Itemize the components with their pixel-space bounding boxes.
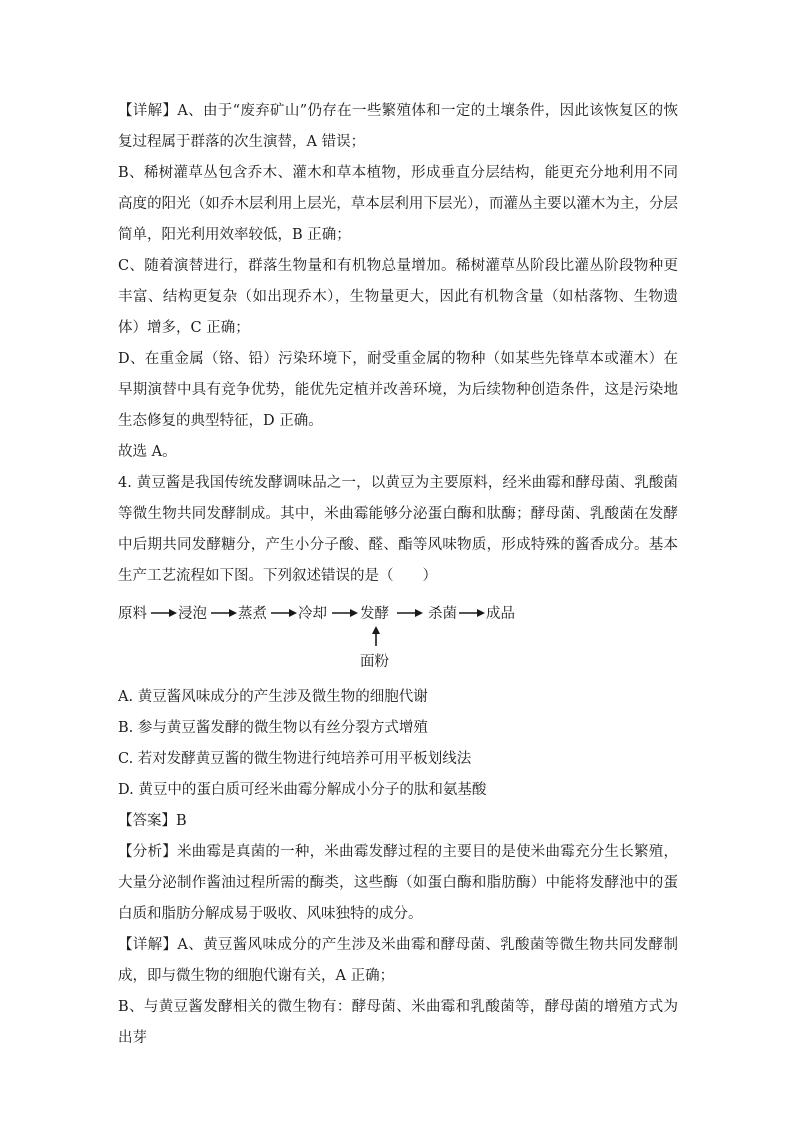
flow-step-sterilize: 杀菌 [428, 606, 457, 622]
question-stem: 4. 黄豆酱是我国传统发酵调味品之一，以黄豆为主要原料，经米曲霉和酵母菌、乳酸菌等微生物共同发酵制成。其中，米曲霉能够分泌蛋白酶和肽酶；酵母菌、乳酸菌在发酵中后期共同发酵糖分，产生小分子酸、醛、酯等风味物质，形成特殊的酱香成分。基本生产工艺流程如下图。下列叙述错误的是（ ） [118, 475, 678, 584]
document-page [118, 96, 678, 1054]
process-flow-diagram [118, 598, 678, 678]
flow-step-product: 成品 [486, 606, 515, 622]
analysis-paragraph: 【分析】米曲霉是真菌的一种，米曲霉发酵过程的主要目的是使米曲霉充分生长繁殖，大量分泌制作酱油过程所需的酶类，这些酶（如蛋白酶和脂肪酶）中能将发酵池中的蛋白质和脂肪分解成易于吸收、风味独特的成分。 [118, 844, 678, 922]
flow-arrow-up-icon [370, 626, 382, 646]
conclusion-line: 故选 A。 [118, 444, 177, 460]
flow-arrow-right-icon [396, 602, 424, 622]
flow-step-cool: 冷却 [298, 606, 327, 622]
flow-arrow-right-icon [331, 602, 359, 622]
detail-paragraph-d: D、在重金属（铬、铅）污染环境下，耐受重金属的物种（如某些先锋草本或灌木）在早期演替中具有竞争优势，能优先定植并改善环境，为后续物种创造条件，这是污染地生态修复的典型特征，D 正确。 [118, 351, 678, 429]
flow-input-flour: 面粉 [360, 654, 389, 670]
flow-arrow-right-icon [270, 602, 298, 622]
answer-line: 【答案】B [118, 813, 187, 829]
flow-step-soak: 浸泡 [178, 606, 207, 622]
option-b: B. 参与黄豆酱发酵的微生物以有丝分裂方式增殖 [118, 720, 428, 736]
option-a: A. 黄豆酱风味成分的产生涉及微生物的细胞代谢 [118, 689, 428, 705]
option-d: D. 黄豆中的蛋白质可经米曲霉分解成小分子的肽和氨基酸 [118, 782, 487, 798]
flow-step-ferment: 发酵 [360, 606, 389, 622]
detail-paragraph-2b: B、与黄豆酱发酵相关的微生物有：酵母菌、米曲霉和乳酸菌等，酵母菌的增殖方式为出芽 [118, 999, 678, 1046]
detail-paragraph-a: 【详解】A、由于“废弃矿山”仍存在一些繁殖体和一定的土壤条件，因此该恢复区的恢复过程属于群落的次生演替，A 错误； [118, 103, 678, 150]
detail-paragraph-2a: 【详解】A、黄豆酱风味成分的产生涉及米曲霉和酵母菌、乳酸菌等微生物共同发酵制成，即与微生物的细胞代谢有关，A 正确； [118, 937, 678, 984]
option-c: C. 若对发酵黄豆酱的微生物进行纯培养可用平板划线法 [118, 751, 472, 767]
flow-arrow-right-icon [458, 602, 486, 622]
flow-step-steam: 蒸煮 [238, 606, 267, 622]
flow-step-raw: 原料 [118, 606, 147, 622]
flow-arrow-right-icon [150, 602, 178, 622]
detail-paragraph-c: C、随着演替进行，群落生物量和有机物总量增加。稀树灌草丛阶段比灌丛阶段物种更丰富、结构更复杂（如出现乔木），生物量更大，因此有机物含量（如枯落物、生物遗体）增多，C 正确； [118, 258, 678, 336]
flow-arrow-right-icon [210, 602, 238, 622]
detail-paragraph-b: B、稀树灌草丛包含乔木、灌木和草本植物，形成垂直分层结构，能更充分地利用不同高度的阳光（如乔木层利用上层光，草本层利用下层光），而灌丛主要以灌木为主，分层简单，阳光利用效率较低，B 正确； [118, 165, 678, 243]
